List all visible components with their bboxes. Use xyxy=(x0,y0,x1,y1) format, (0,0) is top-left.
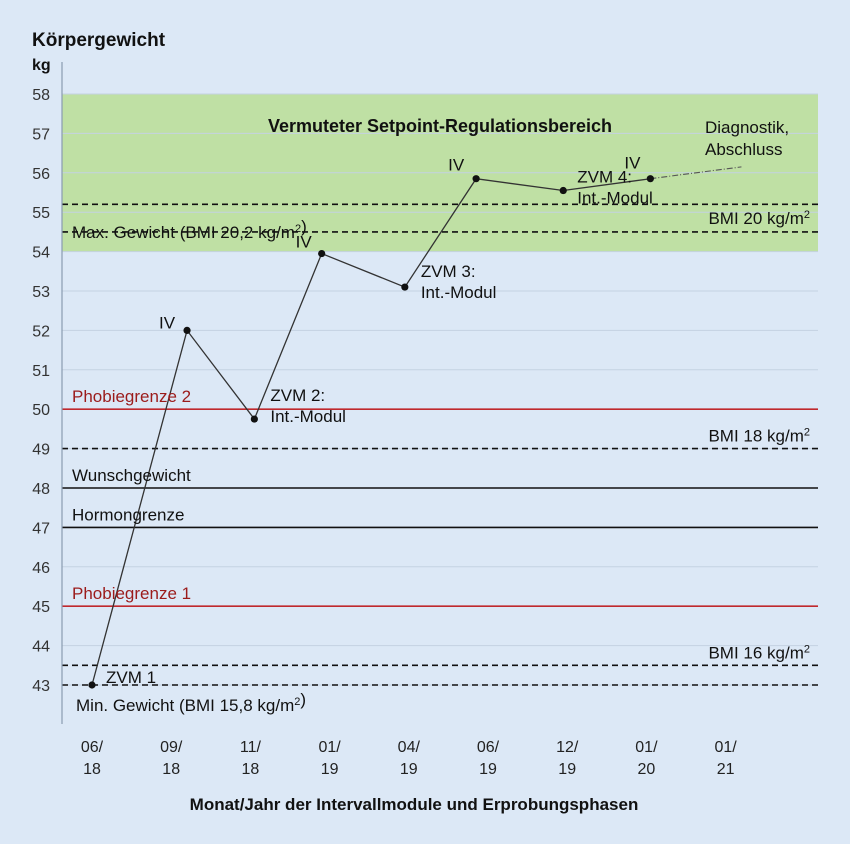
projection-label: Abschluss xyxy=(705,140,783,159)
data-point-label: ZVM 3: xyxy=(420,262,476,282)
x-tick-label: 18 xyxy=(162,761,181,778)
y-tick-label: 48 xyxy=(32,481,50,498)
data-point xyxy=(473,175,480,182)
data-point xyxy=(401,283,408,290)
x-tick-label: 19 xyxy=(558,761,577,778)
data-point xyxy=(560,187,567,194)
x-tick-label: 01/ xyxy=(635,739,658,756)
x-tick-label: 11/ xyxy=(239,739,261,756)
data-point xyxy=(251,415,258,422)
y-tick-label: 49 xyxy=(32,441,50,459)
y-tick-label: 50 xyxy=(32,402,50,420)
x-tick-label: 18 xyxy=(241,761,260,778)
data-point-label: Int.-Modul xyxy=(577,188,653,208)
y-tick-label: 52 xyxy=(32,323,50,341)
data-point xyxy=(88,681,95,688)
reference-label-left: Phobiegrenze 2 xyxy=(72,387,192,407)
x-tick-label: 06/ xyxy=(80,739,104,756)
x-tick-label: 01/ xyxy=(714,739,737,756)
y-tick-label: 58 xyxy=(32,87,50,104)
reference-label-right: BMI 16 $kg/m^2$ xyxy=(708,643,810,663)
y-tick-label: 53 xyxy=(32,284,50,301)
y-tick-label: 55 xyxy=(32,205,50,223)
data-point-label: IV xyxy=(624,153,641,173)
x-tick-label: 06/ xyxy=(476,739,500,756)
reference-label-left: Hormongrenze xyxy=(72,505,185,525)
x-tick-label: 09/ xyxy=(160,739,183,756)
y-tick-label: 43 xyxy=(32,678,50,695)
y-tick-label: 51 xyxy=(32,362,50,380)
x-tick-label: 01/ xyxy=(318,739,341,756)
x-tick-label: 19 xyxy=(479,761,497,778)
y-tick-label: 44 xyxy=(32,638,50,656)
band-label: Vermuteter Setpoint-Regulationsbereich xyxy=(267,116,613,136)
data-point-label: ZVM 1 xyxy=(106,668,157,687)
x-axis-title: Monat/Jahr der Intervallmodule und Erprobungsphasen xyxy=(189,795,639,814)
y-tick-label: 56 xyxy=(32,165,50,183)
x-tick-label: 21 xyxy=(716,761,735,778)
y-tick-label: 54 xyxy=(32,244,50,262)
x-tick-label: 19 xyxy=(399,761,418,778)
data-point xyxy=(318,250,325,257)
min-weight-annotation: Min. Gewicht (BMI 15,8 $kg/m^2$) xyxy=(76,690,307,715)
data-point-label: IV xyxy=(159,313,176,333)
reference-label-right: BMI 20 $kg/m^2$ xyxy=(708,208,810,228)
x-tick-label: 19 xyxy=(320,761,339,778)
data-point-label: Int.-Modul xyxy=(270,407,346,427)
data-point-label: ZVM 2: xyxy=(270,386,326,406)
x-tick-label: 18 xyxy=(83,761,101,778)
data-point xyxy=(183,327,190,334)
y-axis-title: Körpergewicht xyxy=(32,30,166,51)
x-tick-label: 20 xyxy=(637,761,656,778)
reference-label-left: Max. Gewicht (BMI 20,2 $kg/m^2$) xyxy=(72,216,307,242)
y-tick-label: 45 xyxy=(32,599,50,617)
projection-label: Diagnostik, xyxy=(705,118,790,137)
x-tick-label: 04/ xyxy=(397,739,420,756)
reference-label-left: Wunschgewicht xyxy=(72,466,191,485)
x-tick-label: 12/ xyxy=(556,739,579,756)
data-point-label: ZVM 4: xyxy=(577,167,633,187)
data-point-label: IV xyxy=(448,155,465,175)
data-point-label: IV xyxy=(295,232,312,252)
reference-label-left: Phobiegrenze 1 xyxy=(72,584,192,604)
y-tick-label: 47 xyxy=(32,520,50,538)
y-tick-label: 46 xyxy=(32,559,50,577)
y-tick-label: 57 xyxy=(32,126,50,144)
data-point xyxy=(647,175,654,182)
y-axis-unit: kg xyxy=(32,57,51,74)
data-point-label: Int.-Modul xyxy=(420,283,497,303)
reference-label-right: BMI 18 $kg/m^2$ xyxy=(708,426,810,446)
